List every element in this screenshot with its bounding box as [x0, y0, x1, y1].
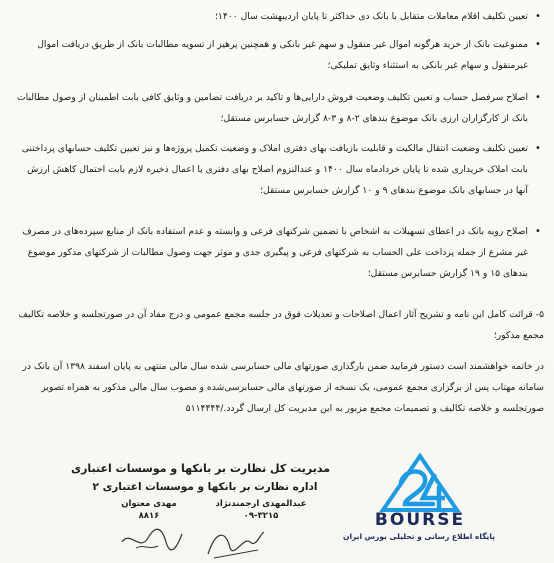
bullet-item-2: ممنوعیت بانک از خرید هرگونه اموال غیر منقول و سهم غیر بانکی و همچنین پرهیز از تسویه مطالبات بانک از طریق دریافت اموال غیرمنقول و سهام غیر بانکی به استثناء وثایق تملیکی؛ — [37, 39, 528, 71]
bourse-wordmark: BOURSE — [374, 510, 466, 530]
bourse-logo-icon — [375, 452, 465, 512]
bullet-item-3: اصلاح سرفصل حساب و تعیین تکلیف وضعیت فروش دارایی‌ها و تاکید بر دریافت تضامین و وثایق کافی بابت اطمینان از وصول مطالبات بانک از کارگزاران ارزی بانک موضوع بندهای ۲-۸ و ۳-۸ گزارش حسابرس مستقل؛ — [17, 92, 528, 124]
closing-paragraph: در خاتمه خواهشمند است دستور فرمایید ضمن بارگذاری صورتهای مالی حسابرسی شده سال مالی منتهی به پایان اسفند ۱۳۹۸ آن بانک در سامانه مهتاب پس از برگزاری مجمع عمومی، یک نسخه از صورتهای مالی حسابرسی‌شده و مصوب سال مالی مذکور به همراه تصویر صورتجلسه و خلاصه تکالیف و تصمیمات مجمع مزبور به این مدیریت کل ارسال گردد./۵۱۱۴۴۴۴ — [22, 361, 544, 414]
signatory-code-right: ۰۹-۳۲۱۵ — [243, 511, 279, 521]
signature-office-line-1: مدیریت کل نظارت بر بانکها و موسسات اعتباری — [71, 462, 330, 475]
bullet-marker: • — [535, 92, 541, 103]
bullet-marker: • — [535, 226, 541, 237]
bullet-marker: • — [535, 39, 541, 50]
handwritten-signature-left — [116, 520, 186, 560]
item-5-text: ۵- قرائت کامل این نامه و تشریح آثار اعمال اصلاحات و تعدیلات فوق در جلسه مجمع عمومی و درج مفاد آن در صورتجلسه و خلاصه تکالیف مجمع مذکور؛ — [18, 309, 544, 341]
bourse-tagline: پایگاه اطلاع رسانی و تحلیلی بورس ایران — [343, 532, 495, 541]
bullet-marker: • — [535, 143, 541, 154]
bullet-item-1: تعیین تکلیف اقلام معاملات متقابل با بانک دی حداکثر تا پایان اردیبهشت سال ۱۴۰۰؛ — [215, 11, 528, 22]
signatory-code-left: ۸۸۱۶ — [138, 511, 160, 521]
bullet-marker: • — [535, 11, 541, 22]
bullet-item-5: اصلاح رویه بانک در اعطای تسهیلات به اشخاص با تضمین شرکتهای فرعی و وابسته و عدم استفاده بانک از منابع سپرده‌های در مصرف غیر مشرع از جمله پرداخت علی الحساب به شرکتهای فرعی و پیگیری جدی و موثر جهت وصول مطالبات از شرکتهای مذکور موضوع بندهای ۱۵ و ۱۹ گزارش حسابرس مستقل؛ — [22, 226, 528, 279]
bullet-item-4: تعیین تکلیف وضعیت انتقال مالکیت و قابلیت بازیافت بهای دفتری املاک و وضعیت تکمیل پروژه‌ها و نیز تعیین تکلیف حسابهای پرداختنی بابت املاک خریداری شده تا پایان خردادماه سال ۱۴۰۰ و عندالنزوم اصلاح بهای دفتری یا اعمال ذخیره لازم بابت احتمال کاهش ارزش آنها در حسابهای بانک موضوع بندهای ۹ و ۱۰ گزارش حسابرس مستقل؛ — [21, 143, 528, 196]
signature-office-line-2: اداره نظارت بر بانکها و موسسات اعتباری ۲ — [92, 481, 318, 493]
signatory-name-right: عبدالمهدی ارجمندنژاد — [215, 499, 307, 509]
signatory-name-left: مهدی معتوان — [121, 499, 177, 509]
handwritten-signature-right — [200, 524, 270, 562]
